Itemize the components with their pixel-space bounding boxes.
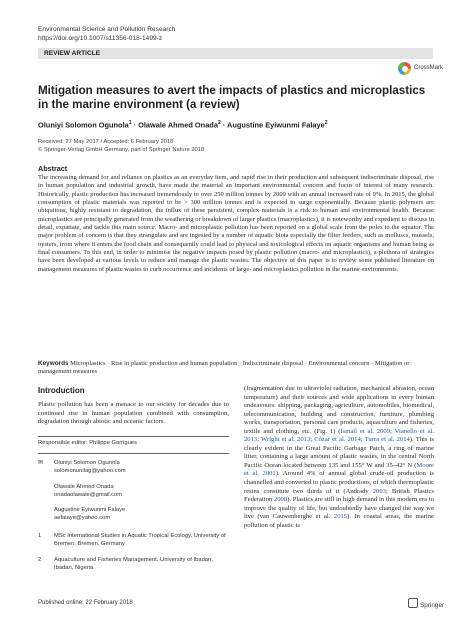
body-text: ). In coastal areas, the marine pollution of plastic is <box>244 513 434 529</box>
publisher-logo <box>408 598 444 609</box>
affiliation-text: MSc International Studies in Aquatic Tropical Ecology, University of Bremen, Bremen, Germany <box>54 533 226 547</box>
author-1[interactable]: Oluniyi Solomon Ogunola <box>38 120 129 130</box>
article-type: REVIEW ARTICLE <box>44 49 101 57</box>
springer-horse-icon <box>408 598 418 608</box>
copyright-line: © Springer-Verlag GmbH Germany, part of Springer Nature 2018 <box>38 147 205 153</box>
introduction-column-2 <box>244 385 434 530</box>
abstract-heading: Abstract <box>38 164 68 173</box>
article-title: Mitigation measures to avert the impacts of plastics and microplastics in the marine environment (a review) <box>38 84 426 111</box>
introduction-heading: Introduction <box>38 386 85 395</box>
correspondence-block <box>38 453 229 571</box>
author-list <box>38 120 328 129</box>
citation-link[interactable]: Ismail et al. 2009 <box>340 427 391 435</box>
citation-link[interactable]: Wright et al. 2013 <box>261 436 311 444</box>
journal-doi[interactable]: https://doi.org/10.1007/s11356-018-1499-z <box>38 34 163 42</box>
keywords-label: Keywords <box>38 360 69 367</box>
citation-link[interactable]: Vianello et al. 2013 <box>244 427 434 444</box>
affiliation-number: 2 <box>38 557 42 563</box>
envelope-icon: ✉ <box>38 460 43 466</box>
author-3[interactable]: Augustine Eyiwunmi Falaye <box>227 120 325 130</box>
body-text: ; British Plastics Federation <box>244 487 434 504</box>
article-type-band <box>38 48 433 59</box>
author-separator: · <box>131 120 139 130</box>
citation-link[interactable]: Moore et al. 2001 <box>244 461 434 478</box>
body-text: (fragmentation due to ultraviolet radiation, mechanical abrasion, ocean temperature) and their sources and wide applications in every human endeavours: shipping, packaging, agriculture, automobiles, biomedical, telecommunication, building and construction, furniture, plumbing works, transportation, personal care products, aquaculture and fisheries, textile and clothing, etc. (Fig. 1) ( <box>244 385 434 435</box>
correspondence-email[interactable]: aefalaye@yahoo.com <box>54 514 111 521</box>
keywords-text: Microplastics · Rise in plastic production and human population · Indiscriminate disposal · Environmental concern · Mitigation or management measures <box>38 360 410 376</box>
author-3-affiliation: 2 <box>324 120 328 126</box>
correspondence-name: Olawale Ahmed Onada <box>54 484 114 490</box>
citation-link[interactable]: 2003 <box>372 487 386 495</box>
citation-link[interactable]: 2008 <box>273 496 288 504</box>
article-dates <box>38 138 204 154</box>
received-accepted: Received: 27 May 2017 / Accepted: 6 February 2018 <box>38 139 174 145</box>
published-online: Published online: 22 February 2018 <box>38 600 133 606</box>
body-text: ). This is clearly evident in the Great Pacific Garbage Patch, a ring of marine litter, containing a large amount of plastic wastes, in the central North Pacific Ocean located between 135 and 155° W and 35–42° N ( <box>244 436 434 469</box>
affiliation-text: Aquaculture and Fisheries Management, University of Ibadan, Ibadan, Nigeria <box>54 557 213 571</box>
correspondence-email[interactable]: solomonunilag@yahoo.com <box>54 467 126 474</box>
citation-link[interactable]: Cózar et al. 2014 <box>314 436 361 444</box>
correspondence-email[interactable]: onadaolawale@gmail.com <box>54 491 123 498</box>
journal-header <box>38 26 175 43</box>
abstract-text: The increasing demand for and reliance on plastics as an everyday item, and rapid rise in their production and subsequent indiscriminate disposal, rise in human population and industrial growth, have made the material an important environmental concern and focus of interest of many research. Historically, plastic production has increased tremendously to over 250 million tonnes by 2009 with an annual increased rate of 9%. In 2015, the global consumption of plastic materials was reported to be > 300 million tonnes and is expected to surge exponentially. Because plastic polymers are ubiquitous, highly resistant to degradation, the influx of these persistent, complex materials is a risk to human and environmental health. Because microplastics are principally generated from the weathering or breakdown of larger plastics (macroplastics), it is noteworthy and expedient to discuss in detail, expatiate, and tackle this main source. Macro- and microplastic pollution has been reported on a global scale from the poles to the equator. The major problem of concern is that they strangulate and are ingested by a number of aquatic biota especially the filter feeders, such as molluscs, mussels, oysters, from where it enters the food chain and consequently could lead to physical and toxicological effects on aquatic organisms and human being as final consumers. To this end, in order to minimise the negative impacts posed by plastic pollution (macro- and microplastics), a plethora of strategies have been developed at various levels to reduce and manage the plastic wastes. The objective of this paper is to review some published literature on management measures of plastic wastes to curb occurrence and incidents of large- and microplastics pollution in the marine environments. <box>38 174 434 273</box>
publisher-name: Springer <box>420 602 445 609</box>
correspondence-name: Oluniyi Solomon Ogunola <box>54 460 120 466</box>
crossmark-icon <box>398 62 411 75</box>
body-text: ; <box>360 436 365 444</box>
citation-link[interactable]: Turra et al. 2014 <box>364 436 410 444</box>
correspondence-name: Augustine Eyiwunmi Falaye <box>54 507 126 513</box>
affiliation-number: 1 <box>38 533 42 539</box>
body-text: ; <box>257 436 262 444</box>
introduction-paragraph-1: Plastic pollution has been a menace to our society for decades due to continued rise in human population combined with consumption, degradation through abiotic and oceanic factors <box>38 401 229 426</box>
journal-name: Environmental Science and Pollution Research <box>38 26 176 33</box>
body-text: ). Around 4% of annual global crude-oil production is channelled and converted to plastic productions, of which thermoplastic resins constitute two thirds of it (Andrady <box>244 470 434 495</box>
responsible-editor: Responsible editor: Philippe Garrigues <box>38 436 229 446</box>
author-2[interactable]: Olawale Ahmed Onada <box>138 120 218 130</box>
crossmark-label: CrossMark <box>414 65 444 71</box>
author-separator: · <box>220 120 228 130</box>
author-1-affiliation: 1 <box>128 120 132 126</box>
author-2-affiliation: 2 <box>217 120 221 126</box>
crossmark-badge[interactable] <box>398 61 448 77</box>
body-text: ; <box>310 436 315 444</box>
body-text: ; <box>390 427 395 435</box>
keywords <box>38 360 434 377</box>
body-text: ). Plastics are still in high demand in this modern era to improve the quality of life, but undoubtedly have changed the way we live (van Cauwenberghe et al. <box>244 496 434 521</box>
citation-link[interactable]: 2015 <box>333 513 348 521</box>
